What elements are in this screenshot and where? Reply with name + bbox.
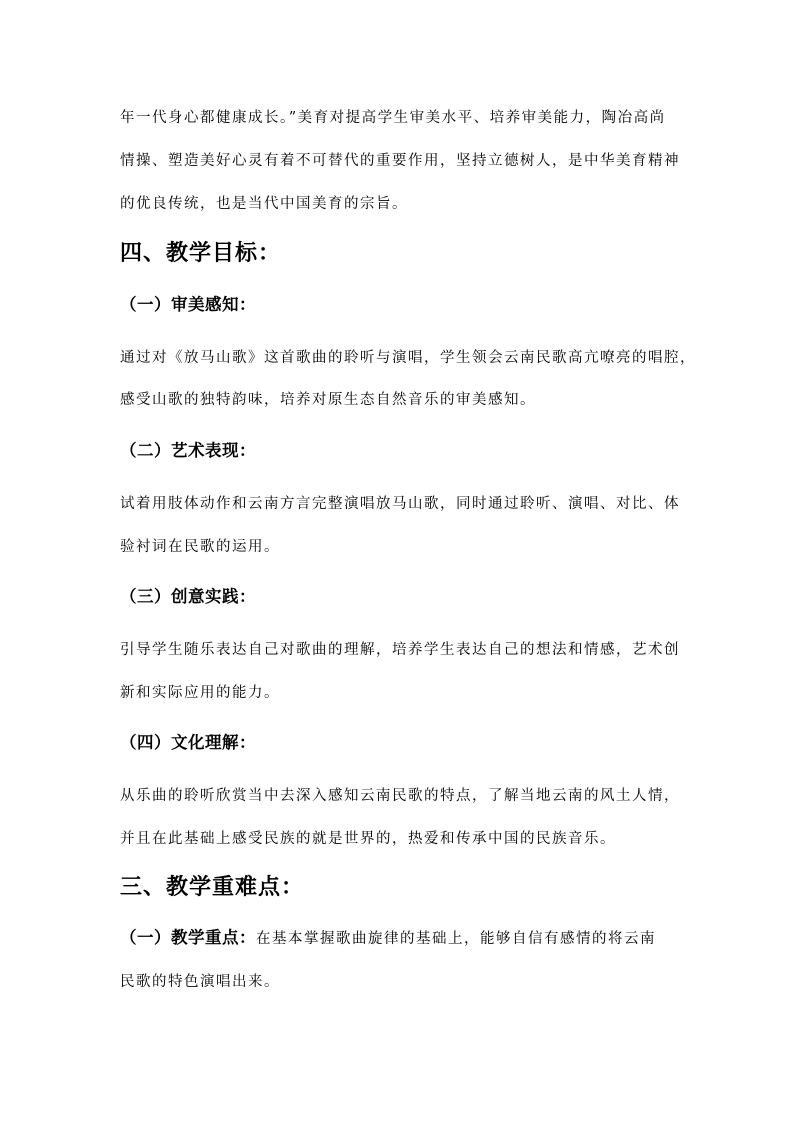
culture-line-1: 从乐曲的聆听欣赏当中去深入感知云南民歌的特点，了解当地云南的风土人情，: [120, 788, 680, 804]
subheading-aesthetic: （一）审美感知：: [120, 295, 256, 314]
culture-line-2: 并且在此基础上感受民族的就是世界的，热爱和传承中国的民族音乐。: [120, 831, 616, 847]
section-heading-key-points: 三、教学重难点：: [120, 875, 305, 900]
intro-line-2: 情操、塑造美好心灵有着不可替代的重要作用，坚持立德树人，是中华美育精神: [120, 153, 680, 169]
creative-line-1: 引导学生随乐表达自己对歌曲的理解，培养学生表达自己的想法和情感，艺术创: [120, 642, 680, 658]
creative-line-2: 新和实际应用的能力。: [120, 685, 280, 701]
section-heading-goals: 四、教学目标：: [120, 241, 282, 266]
subheading-culture: （四）文化理解：: [120, 733, 256, 752]
aesthetic-line-1: 通过对《放马山歌》这首歌曲的聆听与演唱，学生领会云南民歌高亢嘹亮的唱腔，: [120, 350, 696, 366]
aesthetic-line-2: 感受山歌的独特韵味，培养对原生态自然音乐的审美感知。: [120, 392, 536, 408]
art-line-1: 试着用肢体动作和云南方言完整演唱放马山歌，同时通过聆听、演唱、对比、体: [120, 496, 680, 512]
art-line-2: 验衬词在民歌的运用。: [120, 539, 280, 555]
intro-line-1: 年一代身心都健康成长。”美育对提高学生审美水平、培养审美能力，陶冶高尚: [120, 110, 666, 126]
subheading-art: （二）艺术表现：: [120, 441, 256, 460]
key-point-label: （一）教学重点：: [120, 928, 256, 947]
key-point-line-1: [120, 926, 656, 951]
subheading-creative: （三）创意实践：: [120, 587, 256, 606]
key-point-text-1: 在基本掌握歌曲旋律的基础上，能够自信有感情的将云南: [256, 931, 656, 947]
intro-line-3: 的优良传统，也是当代中国美育的宗旨。: [120, 196, 408, 212]
key-point-line-2: 民歌的特色演唱出来。: [120, 974, 280, 990]
